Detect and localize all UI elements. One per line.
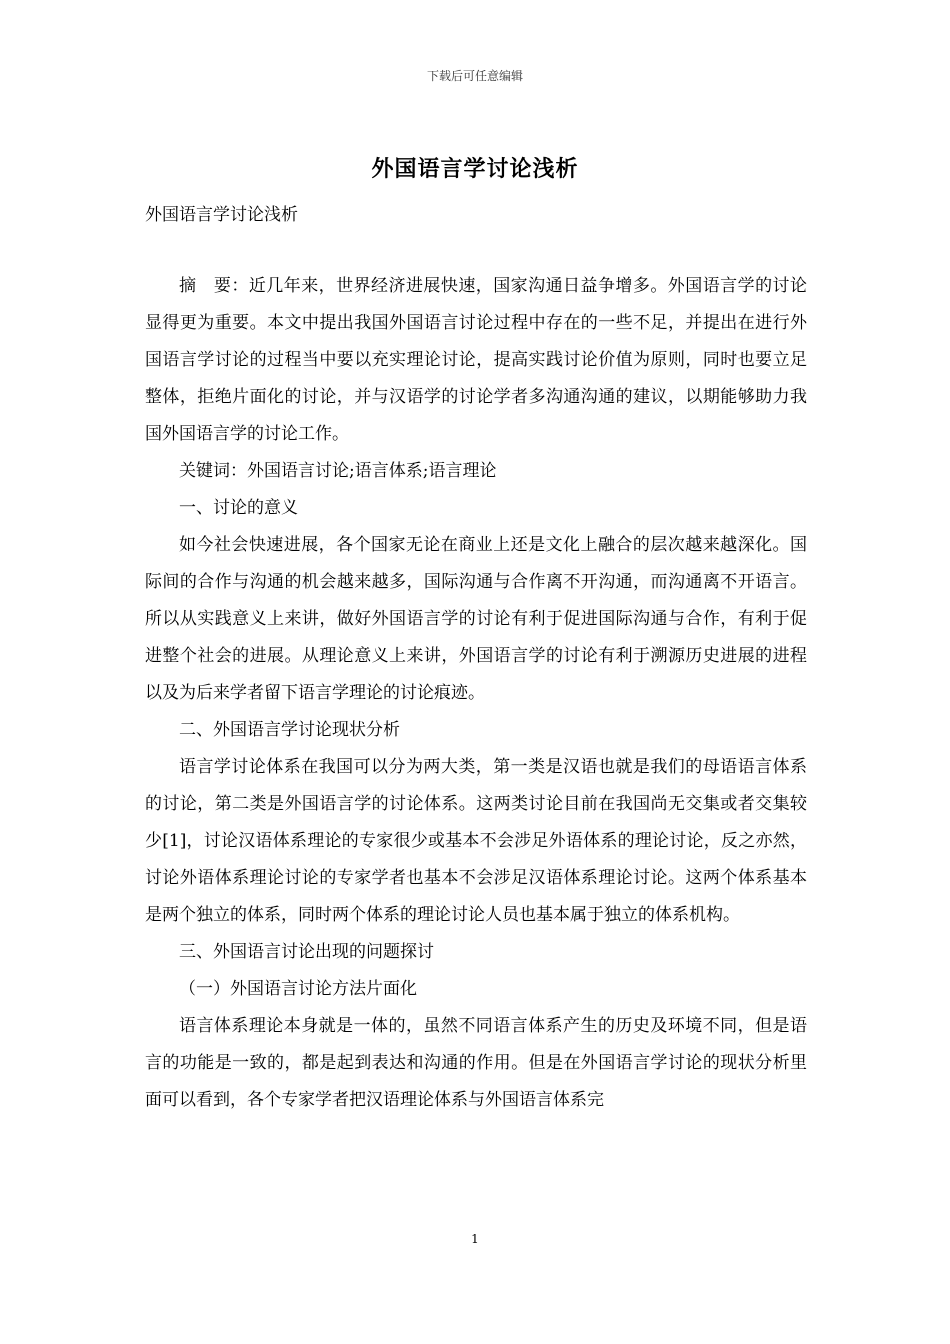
subsection-heading: （一）外国语言讨论方法片面化 (179, 979, 417, 999)
document-title: 外国语言学讨论浅析 (371, 156, 579, 182)
section-heading: 三、外国语言讨论出现的问题探讨 (179, 942, 434, 962)
body-paragraph: 如今社会快速进展，各个国家无论在商业上还是文化上融合的层次越来越深化。国际间的合作与沟通的机会越来越多，国际沟通与合作离不开沟通，而沟通离不开语言。所以从实践意义上来讲，做好外国语言学的讨论有利于促进国际沟通与合作，有利于促进整个社会的进展。从理论意义上来讲，外国语言学的讨论有利于溯源历史进展的进程以及为后来学者留下语言学理论的讨论痕迹。 (145, 535, 807, 703)
body-paragraph: 语言学讨论体系在我国可以分为两大类，第一类是汉语也就是我们的母语语言体系的讨论，第二类是外国语言学的讨论体系。这两类讨论目前在我国尚无交集或者交集较少[1]，讨论汉语体系理论的专家很少或基本不会涉足外语体系的理论讨论，反之亦然，讨论外语体系理论讨论的专家学者也基本不会涉足汉语体系理论讨论。这两个体系基本是两个独立的体系，同时两个体系的理论讨论人员也基本属于独立的体系机构。 (145, 757, 807, 925)
section-heading: 二、外国语言学讨论现状分析 (179, 720, 400, 740)
page-number: 1 (471, 1232, 479, 1246)
abstract-paragraph: 摘 要：近几年来，世界经济进展快速，国家沟通日益争增多。外国语言学的讨论显得更为重要。本文中提出我国外国语言讨论过程中存在的一些不足，并提出在进行外国语言学讨论的过程当中要以充实理论讨论，提高实践讨论价值为原则，同时也要立足整体，拒绝片面化的讨论，并与汉语学的讨论学者多沟通沟通的建议，以期能够助力我国外国语言学的讨论工作。 (145, 276, 807, 444)
keywords-paragraph: 关键词：外国语言讨论;语言体系;语言理论 (179, 461, 497, 481)
document-subtitle: 外国语言学讨论浅析 (145, 205, 298, 225)
document-body (145, 268, 807, 1119)
page-header: 下载后可任意编辑 (426, 69, 523, 83)
section-heading: 一、讨论的意义 (179, 498, 298, 518)
body-paragraph: 语言体系理论本身就是一体的，虽然不同语言体系产生的历史及环境不同，但是语言的功能是一致的，都是起到表达和沟通的作用。但是在外国语言学讨论的现状分析里面可以看到，各个专家学者把汉语理论体系与外国语言体系完 (145, 1016, 807, 1110)
